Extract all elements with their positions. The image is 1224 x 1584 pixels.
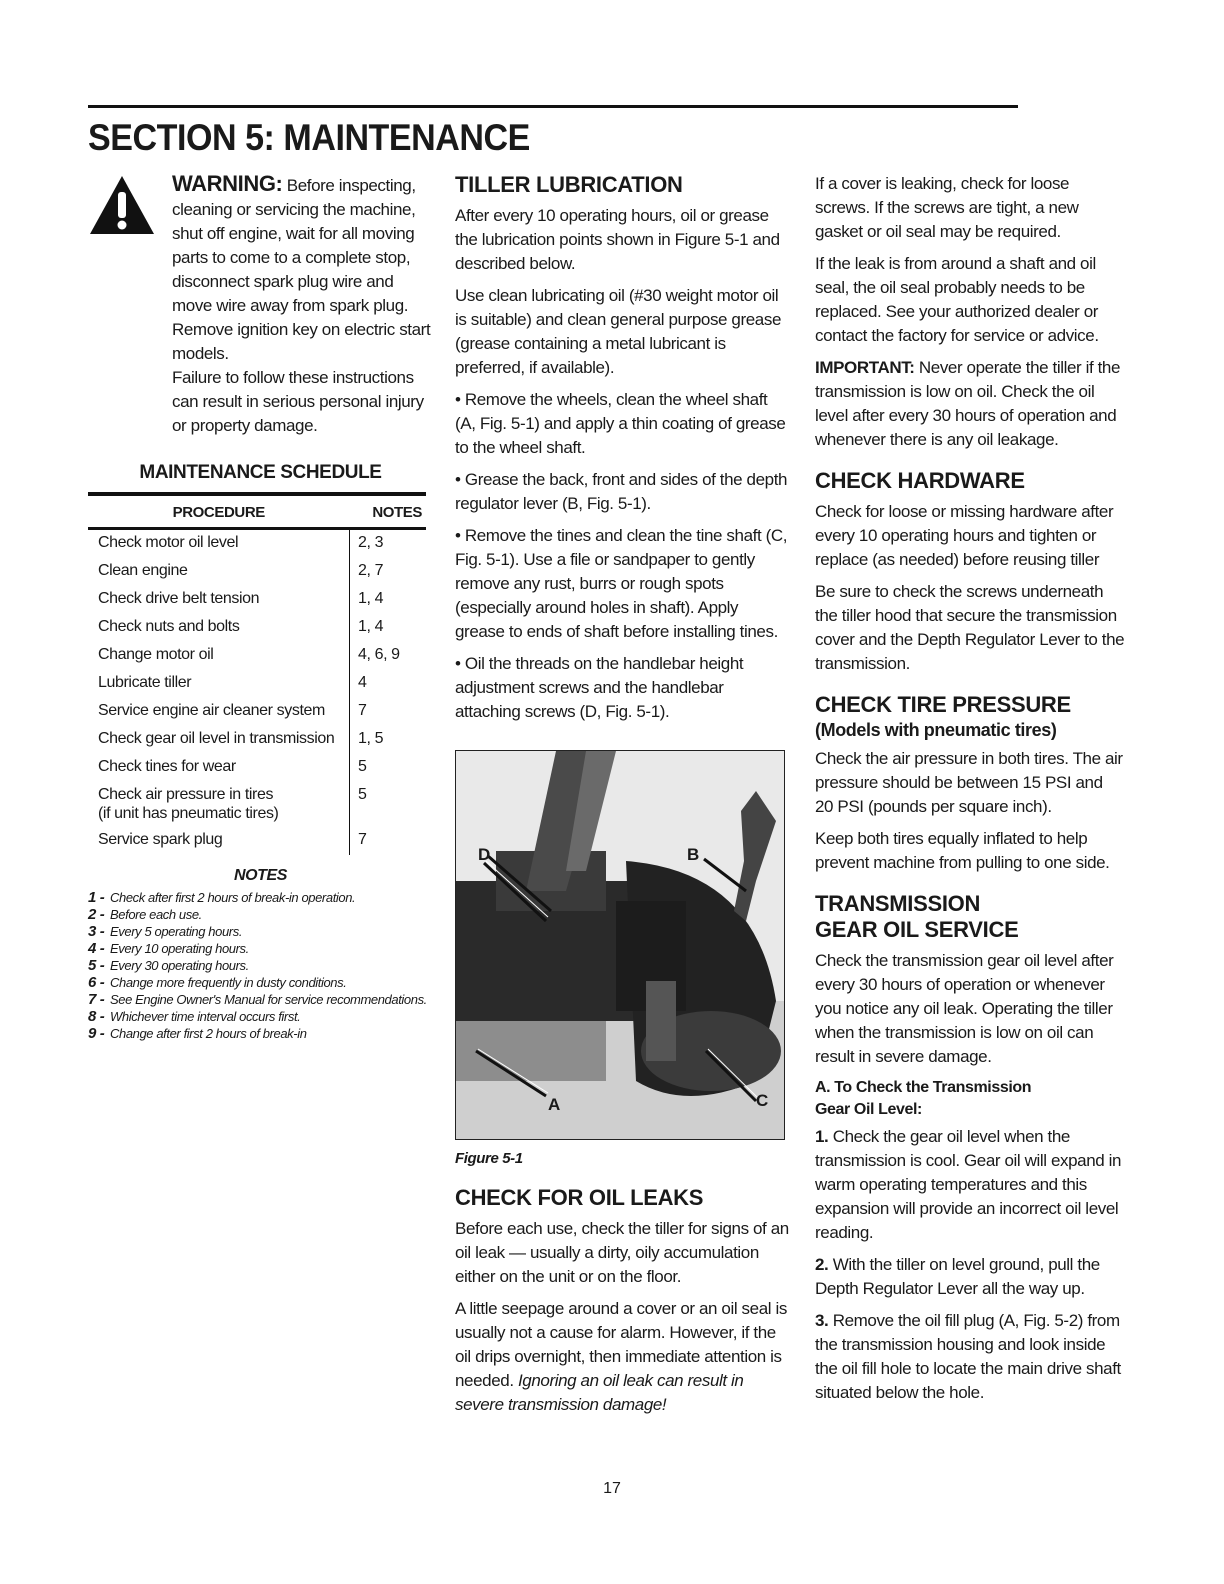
note-text: See Engine Owner's Manual for service recommendations. — [110, 992, 427, 1007]
paragraph: Check for loose or missing hardware after every 10 operating hours and tighten or replace (as needed) before reusing tiller — [815, 502, 1114, 569]
procedure-cell: Check nuts and bolts — [98, 618, 240, 635]
paragraph: Check the transmission gear oil level after every 30 hours of operation or whenever you notice any oil leak. Operating the tiller when the transmission is low on oil can result in severe damage. — [815, 951, 1114, 1066]
important-text: Never operate the tiller if the transmission is low on oil. Check the oil level after every 30 hours of operation and whenever there is any oil leakage. — [815, 358, 1121, 449]
procedure-cell: Check gear oil level in transmission — [98, 730, 335, 747]
figure-label-a: A — [548, 1095, 560, 1114]
list-item — [88, 940, 433, 957]
note-text: Every 10 operating hours. — [110, 941, 249, 956]
notes-title: NOTES — [233, 867, 288, 884]
procedure-cell: Check drive belt tension — [98, 590, 260, 607]
figure-label-b: B — [687, 845, 699, 864]
column-middle — [455, 172, 790, 1425]
warning-triangle-icon — [88, 174, 156, 236]
procedure-cell: Change motor oil — [98, 646, 214, 663]
step-text: Check the gear oil level when the transmission is cool. Gear oil will expand in warm operating temperatures and this expansion will provide an incorrect oil level reading. — [815, 1127, 1122, 1242]
notes-cell: 2, 3 — [350, 529, 427, 559]
notes-cell: 2, 7 — [350, 558, 427, 586]
procedure-cell: Service engine air cleaner system — [98, 702, 325, 719]
paragraph: If the leak is from around a shaft and oil seal, the oil seal probably needs to be replaced. See your authorized dealer or contact the factory for service or advice. — [815, 254, 1099, 345]
hardware-heading: CHECK HARDWARE — [815, 468, 1025, 493]
notes-cell: 7 — [350, 827, 427, 855]
note-text: Change more frequently in dusty conditions. — [110, 975, 347, 990]
table-row — [88, 827, 426, 855]
gear-oil-service-heading: GEAR OIL SERVICE — [815, 917, 1019, 942]
warning-text: Before inspecting, cleaning or servicing the machine, shut off engine, wait for all moving parts to come to a complete stop, disconnect spark plug wire and move wire away from spark plug. Remove ignition key on electric start models. — [172, 176, 431, 363]
figure-label-d: D — [478, 845, 490, 864]
subsection-heading: Gear Oil Level: — [815, 1101, 922, 1118]
column-left — [88, 172, 433, 1042]
table-row — [88, 642, 426, 670]
step-number: 3. — [815, 1311, 829, 1330]
paragraph: Be sure to check the screws underneath the tiller hood that secure the transmission cover and the Depth Regulator Lever to the transmission. — [815, 582, 1125, 673]
procedure-text: Check air pressure in tires — [98, 786, 274, 803]
procedure-cell: Service spark plug — [98, 831, 223, 848]
table-row — [88, 754, 426, 782]
bullet-item: • Remove the wheels, clean the wheel shaft (A, Fig. 5-1) and apply a thin coating of grease to the wheel shaft. — [455, 390, 786, 457]
note-text: Before each use. — [110, 907, 202, 922]
note-text: Check after first 2 hours of break-in operation. — [110, 890, 356, 905]
note-number: 8 - — [88, 1008, 105, 1025]
notes-cell: 1, 5 — [350, 726, 427, 754]
bullet-item: • Remove the tines and clean the tine shaft (C, Fig. 5-1). Use a file or sandpaper to gently remove any rust, burrs or rough spots (especially around holes in shaft). Apply grease to ends of shaft before installing tines. — [455, 526, 788, 641]
table-row — [88, 529, 426, 559]
table-row — [88, 614, 426, 642]
oil-leaks-heading: CHECK FOR OIL LEAKS — [455, 1185, 704, 1210]
transmission-heading: TRANSMISSION — [815, 891, 981, 916]
table-row — [88, 586, 426, 614]
paragraph — [455, 1297, 790, 1417]
notes-cell: 5 — [350, 782, 427, 827]
procedure-cell — [88, 782, 350, 827]
procedure-cell: Check tines for wear — [98, 758, 236, 775]
emphasis-text: Ignoring an oil leak can result in severe transmission damage! — [455, 1371, 744, 1414]
tire-pressure-subheading: (Models with pneumatic tires) — [815, 720, 1057, 740]
list-item — [88, 1008, 433, 1025]
list-item — [88, 923, 433, 940]
important-label: IMPORTANT: — [815, 358, 915, 377]
table-row — [88, 558, 426, 586]
note-number: 6 - — [88, 974, 105, 991]
header-procedure: PROCEDURE — [88, 494, 350, 529]
note-number: 3 - — [88, 923, 105, 940]
subsection-heading: A. To Check the Transmission — [815, 1079, 1032, 1096]
note-number: 5 - — [88, 957, 105, 974]
figure-label-c: C — [756, 1091, 768, 1110]
list-item — [88, 991, 433, 1008]
note-number: 9 - — [88, 1025, 105, 1042]
table-header-row — [88, 494, 426, 529]
paragraph: Before each use, check the tiller for signs of an oil leak — usually a dirty, oily accumulation either on the unit or on the floor. — [455, 1219, 789, 1286]
warning-text-2: Failure to follow these instructions can result in serious personal injury or property damage. — [172, 368, 424, 435]
top-rule — [88, 105, 1018, 108]
step-number: 1. — [815, 1127, 829, 1146]
note-number: 7 - — [88, 991, 105, 1008]
paragraph: Check the air pressure in both tires. The air pressure should be between 15 PSI and 20 PSI (pounds per square inch). — [815, 749, 1123, 816]
step-text: With the tiller on level ground, pull the Depth Regulator Lever all the way up. — [815, 1255, 1100, 1298]
notes-cell: 7 — [350, 698, 427, 726]
table-row — [88, 726, 426, 754]
bullet-item: • Oil the threads on the handlebar height adjustment screws and the handlebar attaching screws (D, Fig. 5-1). — [455, 654, 744, 721]
schedule-title: MAINTENANCE SCHEDULE — [139, 462, 382, 483]
step-item — [815, 1253, 1125, 1301]
notes-cell: 1, 4 — [350, 586, 427, 614]
table-row — [88, 782, 426, 827]
important-note — [815, 356, 1125, 452]
step-text: Remove the oil fill plug (A, Fig. 5-2) from the transmission housing and look inside the oil fill hole to locate the main drive shaft situated below the hole. — [815, 1311, 1121, 1402]
step-item — [815, 1125, 1125, 1245]
warning-block — [88, 172, 433, 438]
note-text: Every 5 operating hours. — [110, 924, 243, 939]
table-row — [88, 670, 426, 698]
notes-cell: 1, 4 — [350, 614, 427, 642]
figure-caption: Figure 5-1 — [455, 1150, 523, 1167]
list-item — [88, 906, 433, 923]
list-item — [88, 1025, 433, 1042]
procedure-cell: Lubricate tiller — [98, 674, 192, 691]
warning-label: WARNING: — [172, 171, 283, 196]
paragraph: Keep both tires equally inflated to help prevent machine from pulling to one side. — [815, 829, 1110, 872]
section-title: SECTION 5: MAINTENANCE — [88, 117, 530, 158]
paragraph: Use clean lubricating oil (#30 weight motor oil is suitable) and clean general purpose grease (grease containing a metal lubricant is preferred, if available). — [455, 286, 782, 377]
note-number: 2 - — [88, 906, 105, 923]
notes-cell: 5 — [350, 754, 427, 782]
procedure-subtext: (if unit has pneumatic tires) — [98, 805, 279, 822]
tiller-illustration — [456, 751, 784, 1139]
step-item — [815, 1309, 1125, 1405]
procedure-cell: Check motor oil level — [98, 534, 239, 551]
notes-cell: 4, 6, 9 — [350, 642, 427, 670]
list-item — [88, 974, 433, 991]
note-text: Change after first 2 hours of break-in — [110, 1026, 307, 1041]
list-item — [88, 889, 433, 906]
header-notes: NOTES — [350, 494, 427, 529]
note-text: Every 30 operating hours. — [110, 958, 249, 973]
paragraph: After every 10 operating hours, oil or grease the lubrication points shown in Figure 5-1 and described below. — [455, 206, 780, 273]
bullet-item: • Grease the back, front and sides of the depth regulator lever (B, Fig. 5-1). — [455, 470, 788, 513]
table-row — [88, 698, 426, 726]
step-number: 2. — [815, 1255, 829, 1274]
paragraph: If a cover is leaking, check for loose screws. If the screws are tight, a new gasket or oil seal may be required. — [815, 174, 1079, 241]
page-number: 17 — [603, 1480, 621, 1497]
figure-5-1-photo — [455, 750, 785, 1140]
note-number: 4 - — [88, 940, 105, 957]
maintenance-schedule-table — [88, 492, 426, 855]
notes-cell: 4 — [350, 670, 427, 698]
paragraph-text: A little seepage around a cover or an oil seal is usually not a cause for alarm. However, if the oil drips overnight, then immediate attention is needed. — [455, 1299, 787, 1390]
notes-list — [88, 889, 433, 1042]
column-right — [815, 172, 1125, 1413]
list-item — [88, 957, 433, 974]
tire-pressure-heading: CHECK TIRE PRESSURE — [815, 692, 1071, 717]
procedure-cell: Clean engine — [98, 562, 188, 579]
note-text: Whichever time interval occurs first. — [110, 1009, 301, 1024]
tiller-lubrication-heading: TILLER LUBRICATION — [455, 172, 683, 197]
note-number: 1 - — [88, 889, 105, 906]
